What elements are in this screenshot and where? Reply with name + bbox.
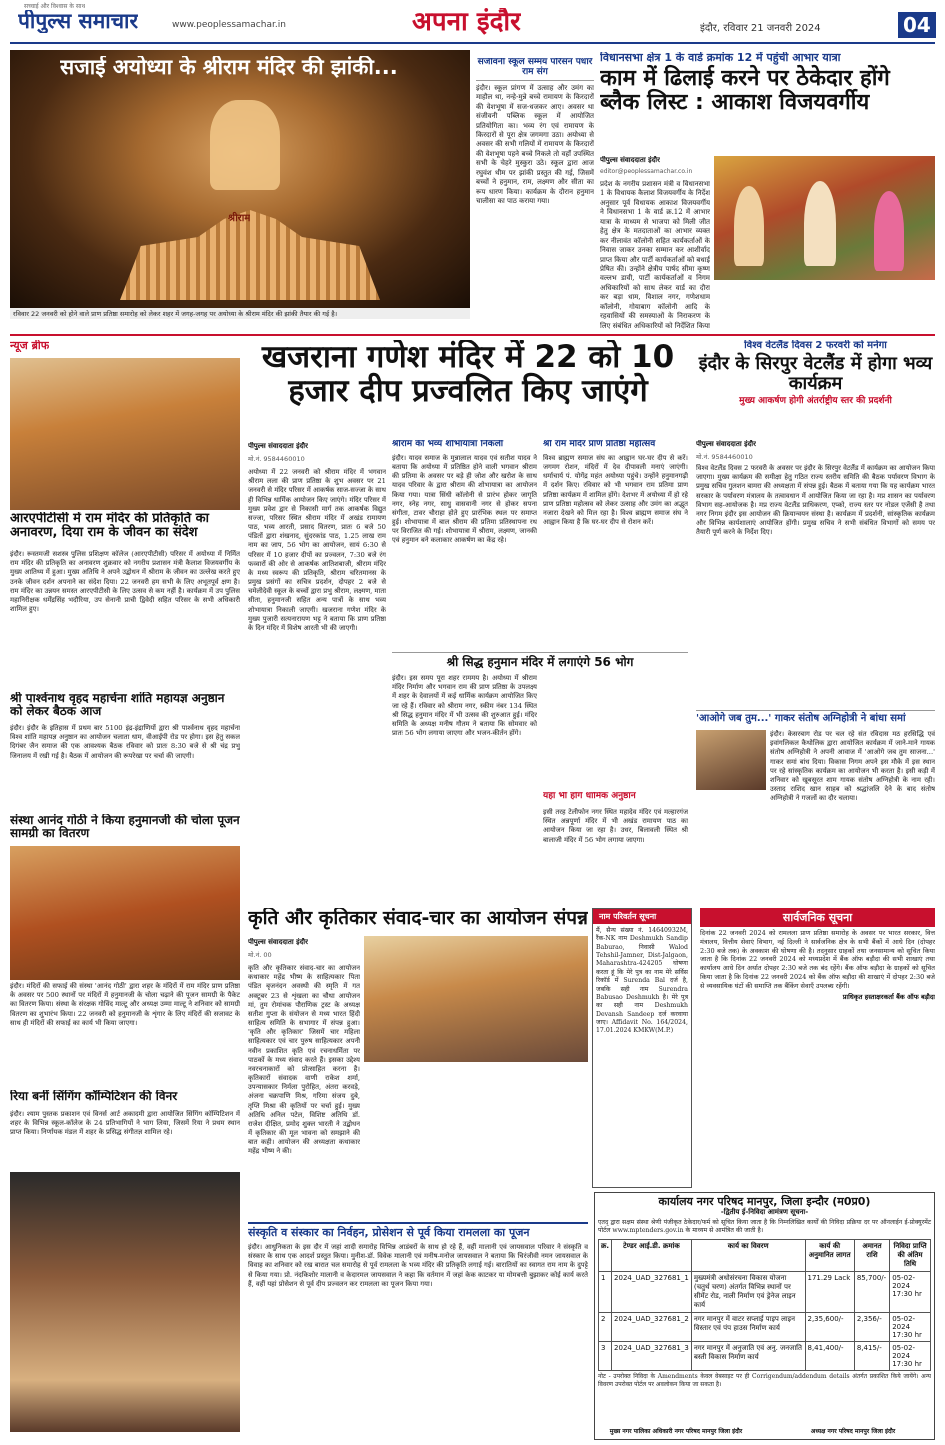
brief-4-title: रिया बनीं सिंगिंग कॉम्पिटिशन की विनर [10, 1090, 178, 1103]
brief-3-title: संस्था आनंद गोठी ने किया हनुमानजी की चोला पूजन सामग्री का वितरण [10, 814, 240, 841]
mahotsav-article [543, 440, 688, 650]
kriti-photo [364, 936, 588, 1062]
vijayvargiya-byline: पीपुल्स संवाददाता इंदौर [600, 156, 660, 164]
name-change-notice [592, 908, 692, 1188]
ram-idol-figure [210, 100, 280, 190]
sanskriti-body: इंदौर। आधुनिकता के इस दौर में जहां शादी समारोह विभिन्न आडंबरों के साथ हो रहे हैं, वहीं मालानी एवं जायसवाल परिवार ने संस्कृति व संस्कार के साथ एक आदर्श प्रस्तुत किया। मुनीश-डॉ. विवेक मालानी एवं मनीष-मनोज जायसवाल ने बताया कि चिरंजीवी नमन जायसवाल के विवाह का शनिवार को रख बारात चल समारोह से पूर्व रामलला के भव्य मंदिर की प्रतिकृति लगाई गई। बारातियों का स्वागत राम नाम के दुपट्टे से किया गया। प्रो. नंदकिशोर मालानी व केदारमल जायसवाल ने कहा कि वर्तमान में जहां केक काटकर या मोमबत्ती बुझाकर कोई कार्य करते हैं, वहीं यहां प्रोसेशन से पूर्व दीप प्रज्वलन कर रामलला का पूजन किया गया। [248, 1243, 588, 1288]
kriti-title: कृति और कृतिकार संवाद-चार का आयोजन संपन्न [248, 908, 588, 929]
shobhayatra-title: श्रीराम की भव्य शोभायात्रा निकली [392, 440, 504, 449]
ayodhya-title: सजाई अयोध्या के श्रीराम मंदिर की झांकी... [60, 56, 398, 79]
wetland-body: विश्व वेटलैंड दिवस 2 फरवरी के अवसर पर इंदौर के सिरपुर वेटलैंड में कार्यक्रम का आयोजन किया जाएगा। मुख्य कार्यक्रम की समीक्षा हेतु गठित राज्य स्तरीय समिति की बैठक पर्यावरण विभाग के प्रमुख सचिव गुलशन बामरा की अध्यक्षता में संपन्न हुई। बैठक में बताया गया कि यह कार्यक्रम भारत सरकार के पर्यावरण मंत्रालय के तत्वावधान में आयोजित किया जा रहा है। मप्र शासन का पर्यावरण विभाग सह-आयोजक है। मप्र राज्य वेटलैंड प्राधिकरण, एप्को, राज्य स्तर पर नोडल एजेंसी है तथा नगर निगम इंदौर इस आयोजन की क्रियान्वयन संस्था है। कार्यक्रम में प्रदर्शनी, सांस्कृतिक कार्यक्रम और विभिन्न कार्यशालाएं आयोजित होंगी। प्रमुख सचिव ने सभी संबंधित विभागों को समय पर तैयारी पूर्ण करने के निर्देश दिए। [696, 464, 935, 537]
wetland-kicker: विश्व वेटलैंड दिवस 2 फरवरी को मनेगा [744, 340, 887, 351]
tender-table [598, 1239, 931, 1371]
sanjivani-title: संजीवनी स्कूल सम्मय परिसन पधारे राम संग [476, 58, 594, 81]
kriti-body: कृति और कृतिकार संवाद-चार का आयोजन कथाकार महेंद्र भीष्म के साहित्यकार पिता पंडित बृजनंदन अवस्थी की स्मृति में गत अक्टूबर 23 से शृंखला का चौथा आयोजन मां, तुम रोमांचक पौराणिक ट्रस्ट के अध्यक्ष सतीश गुप्ता के संयोजन से मध्य भारत हिंदी साहित्य समिति के सभागार में संपन्न हुआ। 'कृति और कृतिकार' जिसमें चार महिला साहित्यकार एवं चार पुरुष साहित्यकार अपनी नवीन प्रकाशित कृति एवं रचनाधर्मिता पर पाठकों के मध्य संवाद करते हैं। इसका उद्देश्य नवरचनाकारों को प्रोत्साहित करना है। कृतिकारों संवादक वाणी राकेश शर्मा, उपन्यासकार निर्मला पुरोहित, अंतरा करवड़े, अंजना चक्रपाणि मिश्र, गरिमा संजय दुबे, तृप्ति मिश्रा की कृतियों पर चर्चा हुई। मुख्य अतिथि अनिल पटेल, विशिष्ट अतिथि डॉ. राजेश दीक्षित, प्रमोद शुक्ल भारती ने उद्बोधन में कृतिकार की मूल भावना को समझाने की बात कही। आयोजन की अध्यक्षता कथाकार महेंद्र भीष्म ने की। [248, 964, 360, 1156]
shobhayatra-article [392, 440, 537, 650]
vijayvargiya-kicker: विधानसभा क्षेत्र 1 के वार्ड क्रमांक 12 में पहुंची आभार यात्रा [600, 52, 841, 64]
vijayvargiya-article [600, 52, 935, 330]
masthead-rule [10, 42, 935, 44]
ayodhya-block [10, 50, 470, 320]
shobhayatra-body: इंदौर। यादव समाज के मुन्नालाल यादव एवं सतीश यादव ने बताया कि अयोध्या में प्रतिष्ठित होने वाली भगवान श्रीराम की प्रतिमा के अवसर पर बड़े ही जोश और खरोश के साथ यादव परिवार के द्वारा श्रीराम की शोभायात्रा का आयोजन किया गया। यात्रा सिंधी कॉलोनी से प्रारंभ होकर जागृति नगर, स्नेह नगर, साधु वासवानी नगर से होकर सपना संगीता, टावर चौराहा होते हुए प्रारंभिक स्थल पर समाप्त हुई। शोभायात्रा में बाल श्रीराम की प्रतिमा प्रतिस्थापना रथ पर विराजित की गई। शोभायात्रा में श्रीराम, लक्ष्मण, जानकी एवं हनुमान बने कलाकार आकर्षण का केंद्र रहे। [392, 453, 537, 545]
tender-sign-right: अध्यक्ष नगर परिषद मानपुर जिला इंदौर [810, 1428, 896, 1435]
news-brief-label: न्यूज ब्रीफ [10, 340, 50, 352]
vijayvargiya-title: काम में ढिलाई करने पर ठेकेदार होंगे ब्लैक लिस्ट : आकाश विजयवर्गीय [600, 66, 890, 116]
tender-sign-left: मुख्य नगर पालिका अधिकारी नगर परिषद मानपुर जिला इंदौर [609, 1428, 743, 1435]
wetland-subtitle: मुख्य आकर्षण होगी अंतर्राष्ट्रीय स्तर की प्रदर्शनी [739, 395, 892, 406]
wetland-title: इंदौर के सिरपुर वेटलैंड में होगा भव्य कार्यक्रम [698, 353, 933, 394]
name-change-body: मैं, सैन्य संख्या नं. 14640932M, रैंक-NK नाम Deshmukh Sandip Baburao, निवासी Walod Tehshil-Jamner, Dist-Jalgaon, Maharashtra-424205 घोषणा करता हूं कि मेरे पुत्र का नाम मेरे सर्विस रिकॉर्ड में Surenda Bal दर्ज है, जबकि सही नाम Surendra Babusao Deshmukh है। मेरे पुत्र का सही नाम Deshmukh Devansh Sandeep दर्ज करवाया जाए। Affidavit No. 164/2024, 17.01.2024 KMKW(M.P.) [596, 927, 688, 1035]
khajrana-byline: पीपुल्स संवाददाता इंदौर [248, 442, 308, 450]
masthead [0, 0, 945, 44]
sanjivani-article [476, 58, 594, 323]
kriti-byline: पीपुल्स संवाददाता इंदौर [248, 938, 308, 946]
brief-1-title: आरएपीटीसी में राम मंदिर की प्रतिकृति का अनावरण, दिया राम के जीवन का संदेश [10, 512, 210, 541]
khajrana-title: खजराना गणेश मंदिर में 22 को 10 हजार दीप प्रज्वलित किए जाएंगे [261, 340, 675, 410]
brief-3-body: इंदौर। मंदिरों की सफाई की संस्था 'आनंद गोठी' द्वारा शहर के मंदिरों में राम मंदिर प्राण प्रतिष्ठा के अवसर पर 500 स्थानों पर मंदिरों में हनुमानजी के चोला चढ़ाने की पूजन सामग्री के पैकेट का वितरण किया। संस्था के संरक्षक गोविंद माल्टू और अध्यक्ष उम्मा माल्टू ने शनिवार को सामग्री वितरण का शुभारंभ किया। 22 जनवरी को हनुमानजी के शृंगार के लिए मंदिरों की सजावट के साथ ही मंदिरों की सफाई का कार्य भी किया जाएगा। [10, 982, 240, 1027]
wetland-mobile: मो.नं. 9584460010 [696, 453, 753, 461]
vijayvargiya-body: प्रदेश के नगरीय प्रशासन मंत्री व विधानसभा 1 के विधायक कैलाश विजयवर्गीय के निर्देश अनुसार पूर्व विधायक आकाश विजयवर्गीय ने विधानसभा 1 के वार्ड क्र.12 में आभार यात्रा के माध्यम से भाजपा को मिली जीत हेतु क्षेत्र के मतदाताओं का आभार व्यक्त कर नीलावंत कॉलोनी सहित कार्यकर्ताओं के निवास जाकर उनका सम्मान कर आशीर्वाद प्राप्त किया और पार्टी कार्यकर्ताओं को बधाई प्रेषित की। उन्होंने क्षेत्रीय पार्षद सीमा कृष्ण वल्लभ डावी, पार्टी कार्यकर्ताओं व निगम अधिकारियों को साथ लेकर वार्ड का दौरा कर बड़ा धाम, विशाल नगर, गणेशधाम कॉलोनी, गोयाबाग कॉलोनी आदि के रहवासियों की समस्याओं के निराकरण के लिए संबंधित अधिकारियों को निर्देशित किया [600, 180, 710, 330]
hanuman-body: इंदौर। इस समय पूरा शहर राममय है। अयोध्या में श्रीराम मंदिर निर्माण और भगवान राम की प्राण प्रतिष्ठा के उपलक्ष्य में शहर के देवालयों में कई धार्मिक कार्यक्रम आयोजित किए जा रहे हैं। रविवार को श्रीराम नगर, स्कीम नंबर 134 स्थित श्री सिद्ध हनुमान मंदिर में भी उत्सव की शुरुआत हुई। मंदिर समिति के अध्यक्ष मनीष गौतम ने बताया कि सोमवार को प्रातः 56 भोग लगाया जाएगा और भजन-कीर्तन होंगे। [392, 674, 537, 738]
tender-header-date: निविदा प्राप्ति की अंतिम तिथि [890, 1239, 931, 1271]
dateline: इंदौर, रविवार 21 जनवरी 2024 [700, 23, 821, 34]
public-notice-signature: प्राधिकृत हस्ताक्षरकर्ता बैंक ऑफ बड़ौदा [842, 993, 935, 1002]
brief-2-title: श्री पार्श्वनाथ वृहद महार्चना शांति महायज्ञ अनुष्ठान को लेकर बैठक आज [10, 692, 225, 719]
tender-intro: एतद् द्वारा सक्षम संस्था श्रेणी पंजीकृत ठेकेदार/फर्म को सूचित किया जाता है कि निम्नलिखित कार्यों की निविदा प्रक्रिया दर पर ऑनलाईन ई-प्रोक्युरमेंट पोर्टल www.mptenders.gov.in के माध्यम से आमंत्रित की जाती है। [598, 1219, 931, 1235]
brand-logo: पीपुल्स समाचार [18, 10, 139, 33]
sanskriti-article [248, 1222, 588, 1440]
khajrana-mobile: मो.नं. 9584460010 [248, 455, 305, 463]
table-row: 2 2024_UAD_327681_2 नगर मानपुर में वाटर सप्लाई पाइप लाइन विस्तार एवं पंप हाउस निर्माण कार्य 2,35,600/- 2,356/- 05-02-2024 17:30 hr [599, 1312, 931, 1341]
mahotsav-title: श्री राम मंदिर प्राण प्रतिष्ठा महोत्सव [543, 440, 656, 449]
tender-note: नोट - उपरोक्त निविदा के Amendments केवल वेबसाइट पर ही Corrigendum/addendum details अंतर्गत प्रकाशित किये जायेंगे। अन्य विवरण उपरोक्त पोर्टल पर अवलोकन किया जा सकता है। [598, 1372, 931, 1388]
brief-photo-1 [10, 358, 240, 510]
wetland-byline: पीपुल्स संवाददाता इंदौर [696, 440, 756, 448]
vijayvargiya-email: editor@peoplessamachar.co.in [600, 168, 693, 175]
santosh-title: 'आओगे जब तुम...' गाकर संतोष अग्निहोत्री ने बांधा समां [696, 710, 935, 724]
tender-header-sn: क्र. [599, 1239, 612, 1271]
ayodhya-caption: रविवार 22 जनवरी को होने वाले प्राण प्रतिष्ठा समारोह को लेकर शहर में जगह-जगह पर अयोध्या के श्रीराम मंदिर की झांकी तैयार की गई है। [10, 308, 470, 319]
tender-notice [594, 1192, 935, 1440]
tender-subtitle: -द्वितीय ई-निविदा आमंत्रण सूचना- [720, 1208, 809, 1217]
temple-banner: श्रीराम [228, 213, 251, 224]
brief-4-body: इंदौर। श्याम पुस्तक प्रकाशन एवं विनर्स आर्ट अकादमी द्वारा आयोजित सिंगिंग कॉम्पिटिशन में शहर के विभिन्न स्कूल-कॉलेज के 24 प्रतिभागियों ने भाग लिया, जिसमें रिया ने प्रथम स्थान प्राप्त किया। निर्णायक मंडल में शहर के प्रसिद्ध संगीतज्ञ शामिल रहे। [10, 1110, 240, 1137]
public-notice-title: सार्वजनिक सूचना [700, 908, 935, 927]
tender-office: कार्यालय नगर परिषद मानपुर, जिला इन्दौर (म0प्र0) [658, 1195, 871, 1208]
sanjivani-body: इंदौर। स्कूल प्रांगण में उत्साह और उमंग का माहौल था, नन्हे-मुन्ने बच्चे रामायण के किरदारों की वेशभूषा में सज-धजकर आए। अवसर था संजीवनी पब्लिक स्कूल में आयोजित प्रतियोगिता का। भव्य रंग एवं रामायण के किरदारों से पूरा क्षेत्र जगमगा उठा। अयोध्या से अवसर की सभी गलियों में रामायण के किरदारों की वेशभूषा पहने बच्चे निकले तो वहाँ उपस्थित सभी के चेहरे मुस्कुरा उठे। स्कूल द्वारा आज रघुवंश थीम पर झांकी प्रस्तुत की गई, जिसमें बच्चों ने हनुमान, राम, लक्ष्मण और सीता का रूप धारण किया। कार्यक्रम के दौरान हनुमान चालीसा का पाठ कराया गया। [476, 83, 594, 206]
brief-1-body: इंदौर। रूस्तमजी सशस्त्र पुलिस प्रशिक्षण कॉलेज (आरएपीटीसी) परिसर में अयोध्या में निर्मित राम मंदिर की प्रतिकृति का अनावरण शुक्रवार को नगरीय प्रशासन मंत्री कैलाश विजयवर्गीय के मुख्य आतिथ्य में हुआ। मुख्य अतिथि ने अपने उद्बोधन में श्रीराम के जीवन का उल्लेख करते हुए उनके जीवन दर्शन अपनाने का संदेश दिया। 22 जनवरी हम सभी के लिए अभूतपूर्व क्षण है। राम मंदिर का उन्नयन समस्त आरएपीटीसी के लिए उत्सव से कम नहीं है। कार्यक्रम में उप पुलिस महानिरीक्षक धर्मेंद्रसिंह भदौरिया, उप सेनानी प्राची द्विवेदी सहित परिसर के सभी अधिकारी शामिल हुए। [10, 550, 240, 614]
hanuman-subhead: यहां भी होंगे धार्मिक अनुष्ठान [543, 792, 636, 801]
brief-2-body: इंदौर। इंदौर के इतिहास में प्रथम बार 5100 इंद्र-इंद्राणियों द्वारा श्री पार्श्वनाथ वृहद महार्चना विश्व शांति महायज्ञ अनुष्ठान का आयोजन चलाता धाम, वीआईपी रोड पर होगा। इस हेतु सकल दिगंबर जैन समाज की एक आवश्यक बैठक रविवार को प्रातः 8:30 बजे से श्री चंद्र प्रभु जिनालय में रखी गई है। बैठक में आयोजन की रूपरेखा पर चर्चा की जाएगी। [10, 724, 240, 760]
section-title: अपना इंदौर [412, 8, 521, 37]
brief-photo-4 [10, 1172, 240, 1432]
kriti-mobile: मो.नं. 00 [248, 951, 272, 959]
santosh-body: इंदौर। केसरबाग रोड पर चल रहे संत रविदास मठ हरसिद्धि एवं इवांगलिकल कैथोलिक द्वारा आयोजित कार्यक्रम में जाने-माने गायक संतोष अग्निहोत्री ने अपनी आवाज में 'आओगे जब तुम साजना...' गाकर समां बांध दिया। विकास निगम अपने इस मौके में इस स्थान पर रहे सांस्कृतिक कार्यक्रम का आयोजन भी करता है। इसी कड़ी में शनिवार को खूबसूरत शाम गायक संतोष अग्निहोत्री के नाम रही। उस्ताद राशिद खान साहब को श्रद्धांजलि देने के बाद संतोष अग्निहोत्री ने गजलों का दौर चलाया। [770, 730, 935, 803]
brief-photo-3 [10, 846, 240, 980]
table-row: 3 2024_UAD_327681_3 नगर मानपुर में अनुजाति एवं अनु. जनजाति बस्ती विकास निर्माण कार्य 8,41,400/- 8,415/- 05-02-2024 17:30 hr [599, 1341, 931, 1370]
santosh-photo [696, 730, 766, 790]
kriti-article [248, 908, 588, 1218]
website: www.peoplessamachar.in [172, 20, 286, 30]
public-notice [700, 908, 935, 1068]
wetland-article [696, 340, 935, 702]
table-row: 1 2024_UAD_327681_1 मुख्यमंत्री अधोसंरचना विकास योजना (चतुर्थ चरण) अंतर्गत विभिन्न स्थानों पर सीमेंट रोड, नाली निर्माण एवं ड्रेनेज लाइन कार्य 171.29 Lack 85,700/- 05-02-2024 17:30 hr [599, 1271, 931, 1312]
khajrana-body: अयोध्या में 22 जनवरी को श्रीराम मंदिर में भगवान श्रीराम लला की प्राण प्रतिष्ठा के शुभ अवसर पर 21 जनवरी से मंदिर परिसर में आकर्षक साज-सज्जा के साथ ही विभिन्न धार्मिक आयोजन किए जाएंगे। मंदिर परिसर में मुख्य प्रवेश द्वार से निकासी मार्ग तक आकर्षक विद्युत सज्जा, परिसर स्थित श्रीराम मंदिर में अखंड रामायण पाठ, भव्य आरती, प्रसाद वितरण, प्रातः 6 बजे 50 पंडितों द्वारा शंखनाद, सुंदरकांड पाठ, 1.25 लाख राम नाम का जाप, 56 भोग का आयोजन, सायं 6:30 से परिसर में 10 हजार दीपों का प्रज्वलन, 7:30 बजे रंग फव्वारों की ओर से आकर्षक आतिशबाजी, श्रीराम मंदिर के मध्य स्वरूप की प्रतिकृति, श्रीराम चरितमानस के प्रमुख प्रसंगों का सचित्र प्रदर्शन, दोपहर 2 बजे से चमेलीदेवी स्कूल के बच्चों द्वारा प्रभु श्रीराम, लक्ष्मण, माता सीता, हनुमानजी सहित अन्य पात्रों के साथ भव्य शोभायात्रा निकाली जाएगी। खजराना गणेश मंदिर के मुख्य पुजारी सत्यनारायण भट्ट ने बताया कि प्राण प्रतिष्ठा के दिन मंदिर में विशेष आरती भी की जाएगी। [248, 468, 386, 632]
sanskriti-title: संस्कृति व संस्कार का निर्वहन, प्रोसेशन से पूर्व किया रामलला का पूजन [248, 1222, 588, 1239]
tender-header-work: कार्य का विवरण [691, 1239, 805, 1271]
tender-header-id: टेण्डर आई.डी. क्रमांक [612, 1239, 692, 1271]
masthead-tagline: सच्चाई और विश्वास के साथ [24, 3, 86, 10]
public-notice-body: दिनांक 22 जनवरी 2024 को रामलला प्राण प्रतिष्ठा समारोह के अवसर पर भारत सरकार, वित्त मंत्रालय, वित्तीय सेवाएं विभाग, नई दिल्ली ने सार्वजनिक क्षेत्र के सभी बैंकों में आधे दिन (दोपहर 2:30 बजे तक) के अवकाश की घोषणा की है। तदनुसार ग्राहकों तथा जनसामान्य को सूचित किया जाता है कि दिनांक 22 जनवरी 2024 को मध्यप्रदेश में बैंक ऑफ बड़ौदा की सभी शाखाएं तथा कार्यालय आधे दिन अर्थात दोपहर 2:30 बजे तक बंद रहेंगे। बैंक ऑफ बड़ौदा के ग्राहकों को सूचित किया जाता है कि दिनांक 22 जनवरी 2024 को बैंक ऑफ बड़ौदा की शाखाएं में दोपहर 2:30 बजे से व्यवसायिक घंटों की समाप्ति तक बैंकिंग सेवाएँ उपलब्ध रहेंगी। [700, 929, 935, 990]
ayodhya-photo [10, 50, 470, 308]
vijayvargiya-photo [714, 156, 935, 280]
hanuman-sub-body: इसी तरह टेलीफोन नगर स्थित महादेव मंदिर एवं मल्हारगंज स्थित अन्नपूर्णा मंदिर में भी अखंड रामायण पाठ का आयोजन किया जा रहा है। उधर, बिलावली स्थित श्री बालाजी मंदिर में 56 भोग लगाया जाएगा। [543, 808, 688, 844]
hanuman-title: श्री सिद्ध हनुमान मंदिर में लगाएंगे 56 भोग [392, 652, 688, 669]
page-number: 04 [898, 12, 936, 38]
tender-header-emd: अमानत राशि [854, 1239, 889, 1271]
name-change-title: नाम परिवर्तन सूचना [593, 909, 691, 924]
news-brief [10, 340, 240, 1440]
mahotsav-body: विश्व ब्राह्मण समाज संघ का आह्वान घर-घर दीप से करें। जगमग रोशन, मंदिरों में देव दीपावली मनाएं जाएंगी। धर्माचार्य पं. योगेंद्र महंत अयोध्या पहुंचे। उन्होंने हनुमानगढ़ी में दर्शन किए। रविवार को भी भगवान राम प्रतिमा प्राण प्रतिष्ठा कार्यक्रम में शामिल होंगे। देशभर में अयोध्या में हो रहे प्राण प्रतिष्ठा महोत्सव को लेकर उत्साह और उमंग का अद्भुत नजारा देखने को मिल रहा है। विश्व ब्राह्मण समाज संघ ने आह्वान किया है कि घर-घर दीप से रोशन करें। [543, 453, 688, 527]
hanuman-article [392, 652, 688, 902]
tender-header-cost: कार्य की अनुमानित लागत [805, 1239, 854, 1271]
santosh-article [696, 710, 935, 860]
